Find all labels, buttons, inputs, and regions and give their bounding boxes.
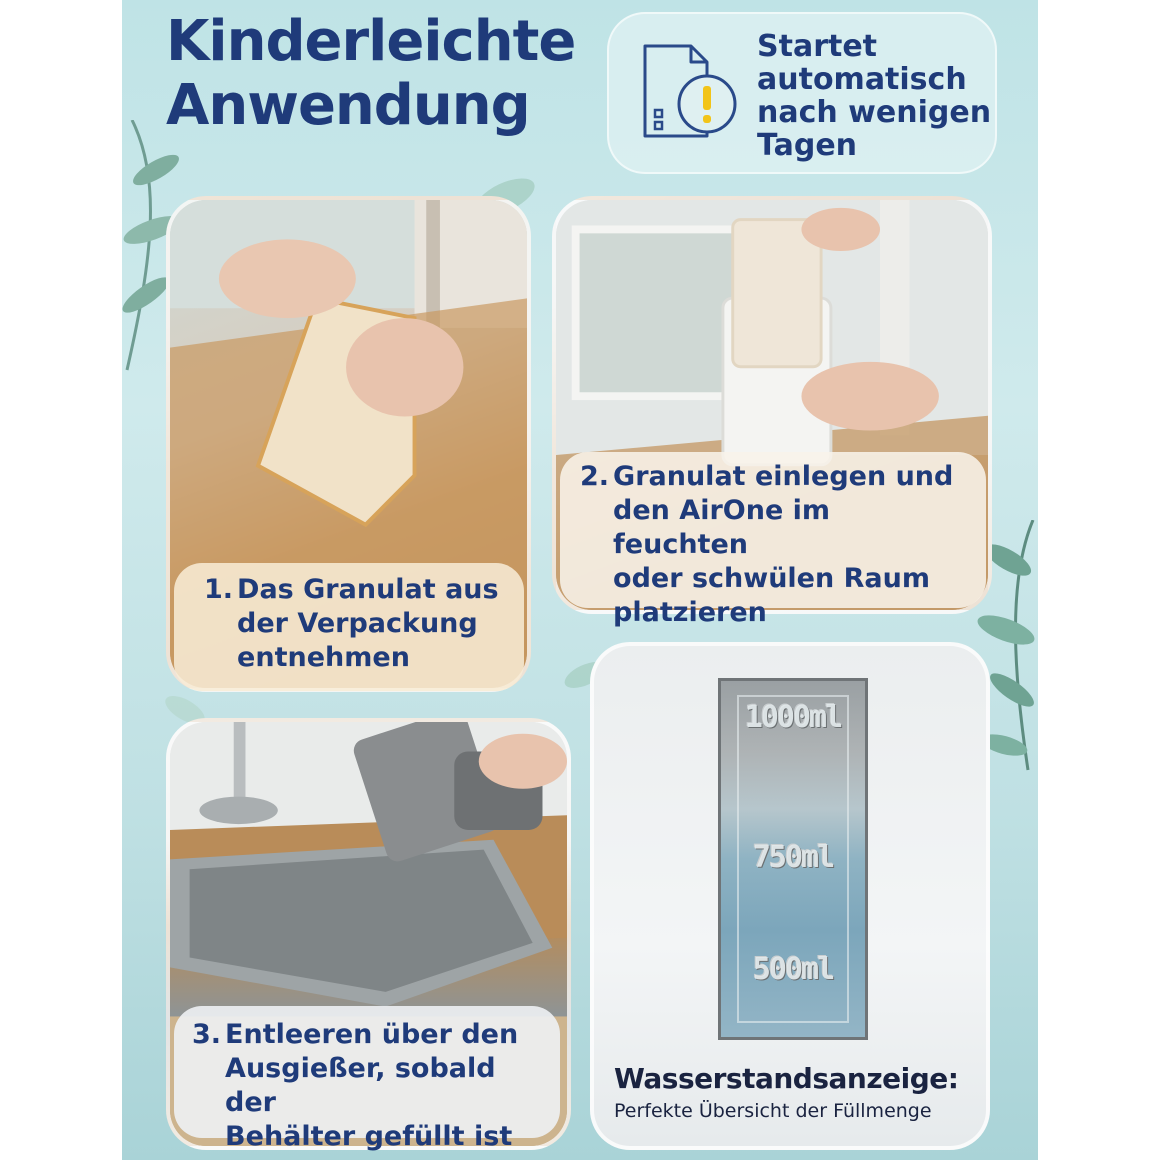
page-title-line: Kinderleichte bbox=[166, 9, 576, 74]
step-1-caption bbox=[174, 563, 524, 691]
document-warning-icon bbox=[633, 38, 743, 148]
step-text-line: der Verpackung bbox=[237, 608, 478, 639]
badge-text-line: Startet bbox=[757, 29, 878, 64]
level-mark-750: 750ml bbox=[752, 840, 834, 875]
step-text-line: Das Granulat aus bbox=[237, 574, 499, 605]
step-text-line: Behälter gefüllt ist bbox=[225, 1121, 513, 1152]
step-number: 2. bbox=[580, 461, 610, 492]
step-text-line: den AirOne im feuchten bbox=[613, 495, 831, 560]
step-text-line: entnehmen bbox=[237, 642, 410, 673]
water-level-title: Wasserstandsanzeige: bbox=[614, 1062, 959, 1095]
step-text-line: Granulat einlegen und bbox=[613, 461, 954, 492]
page-title bbox=[166, 10, 606, 138]
badge-text bbox=[757, 30, 993, 162]
step-3-caption bbox=[174, 1006, 560, 1152]
level-mark-500: 500ml bbox=[752, 952, 834, 987]
auto-start-badge bbox=[607, 12, 997, 174]
water-level-subtitle: Perfekte Übersicht der Füllmenge bbox=[614, 1100, 932, 1122]
step-number: 3. bbox=[192, 1019, 222, 1050]
step-2-caption bbox=[560, 452, 986, 628]
page-title-line: Anwendung bbox=[166, 73, 530, 138]
badge-text-line: nach wenigen bbox=[757, 95, 992, 130]
step-text-line: Entleeren über den bbox=[225, 1019, 519, 1050]
step-number: 1. bbox=[204, 574, 234, 605]
badge-text-line: automatisch bbox=[757, 62, 967, 97]
step-text-line: platzieren bbox=[613, 597, 767, 628]
level-mark-1000: 1000ml bbox=[744, 700, 842, 735]
step-text-line: Ausgießer, sobald der bbox=[225, 1053, 496, 1118]
badge-text-line: Tagen bbox=[757, 128, 858, 163]
step-text-line: oder schwülen Raum bbox=[613, 563, 930, 594]
